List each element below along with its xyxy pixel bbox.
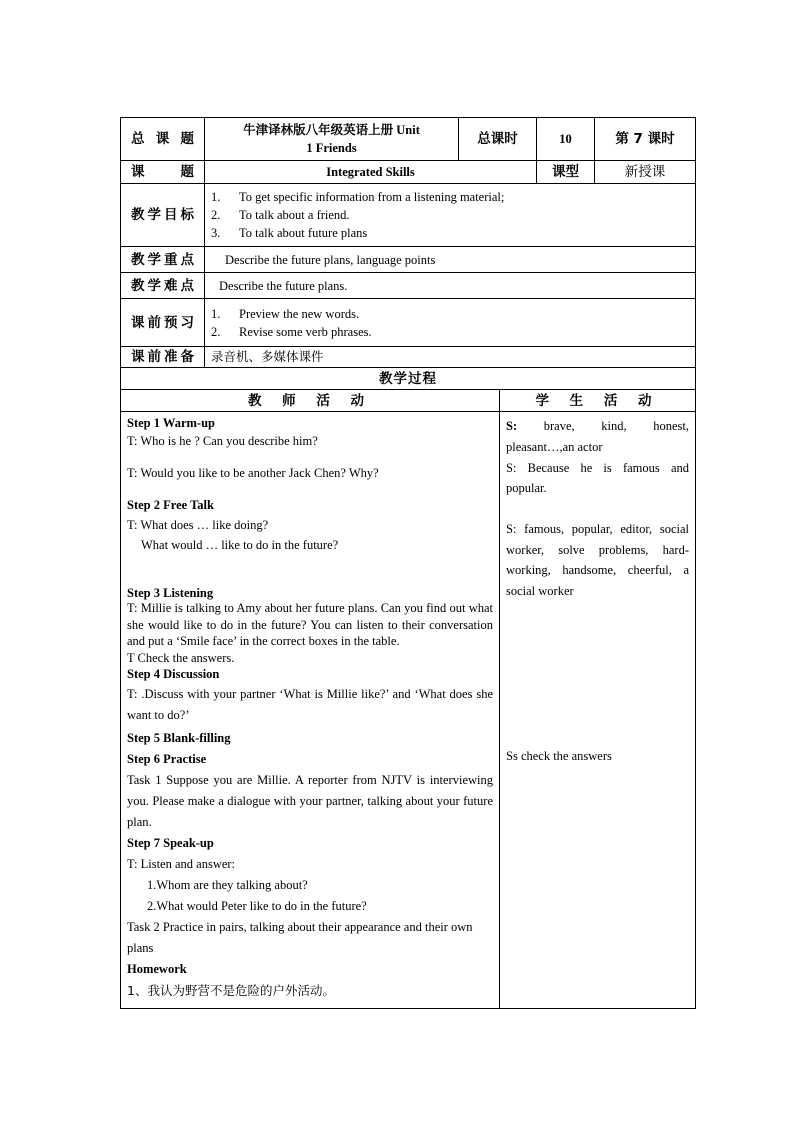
student-answer-3: S: famous, popular, editor, social worker, solve problems, hard-working, handsome, cheerful, a social worker [506,522,689,598]
step-5-title: Step 5 Blank-filling [127,730,231,745]
row-topic [121,161,696,184]
total-topic-line-2: 1 Friends [306,141,357,155]
difficulties-label: 教学难点 [121,273,205,299]
step-2-title: Step 2 Free Talk [127,498,214,512]
step-2-question-2: What would … like to do in the future? [141,538,339,552]
objective-item: 2. To talk about a friend. [211,208,350,222]
total-hours-value: 10 [537,118,595,161]
process-title: 教学过程 [121,368,696,390]
objectives-list [205,184,696,247]
teacher-activities [121,412,500,1009]
key-points-label: 教学重点 [121,247,205,273]
step-4-text: T: .Discuss with your partner ‘What is Millie like?’ and ‘What does she want to do?’ [127,686,493,722]
step-7-title: Step 7 Speak-up [127,835,214,850]
process-table [120,389,696,1009]
topic-value: Integrated Skills [205,161,537,184]
task-2-text: Task 2 Practice in pairs, talking about their appearance and their own plans [127,919,473,955]
homework-title: Homework [127,961,187,976]
objective-item: 1. To get specific information from a listening material; [211,190,505,204]
step-4-title: Step 4 Discussion [127,666,220,681]
teacher-activity-head: 教 师 活 动 [121,390,500,412]
row-key-points [121,247,696,273]
topic-label: 课 题 [121,161,205,184]
lesson-plan-table [120,117,696,390]
step-3-check: T Check the answers. [127,650,235,665]
row-process-title [121,368,696,390]
step-7-question-2: 2.What would Peter like to do in the future? [147,898,367,913]
lesson-plan [120,117,695,1009]
step-6-title: Step 6 Practise [127,751,207,766]
row-difficulties [121,273,696,299]
preview-list [205,299,696,347]
step-6-text: Task 1 Suppose you are Millie. A reporter from NJTV is interviewing you. Please make a dialogue with your partner, talking about your future plan. [127,772,493,829]
row-preview [121,299,696,347]
total-topic-label: 总 课 题 [121,118,205,161]
prep-label: 课前准备 [121,347,205,368]
total-topic-line-1: 牛津译林版八年级英语上册 Unit [243,123,420,137]
type-label: 课型 [537,161,595,184]
student-activity-head: 学 生 活 动 [500,390,696,412]
key-points-value: Describe the future plans, language points [205,247,696,273]
objectives-label: 教学目标 [121,184,205,247]
row-total-topic [121,118,696,161]
step-1-question-1: T: Who is he ? Can you describe him? [127,434,318,448]
step-7-text: T: Listen and answer: [127,856,236,871]
step-3-title: Step 3 Listening [127,586,214,600]
row-process-heads [121,390,696,412]
row-process-body [121,412,696,1009]
lesson-number: 第 7 课时 [595,118,696,161]
step-1-title: Step 1 Warm-up [127,416,215,430]
preview-item: 2. Revise some verb phrases. [211,324,372,339]
step-7-question-1: 1.Whom are they talking about? [147,877,308,892]
prep-value: 录音机、多媒体课件 [205,347,696,368]
total-hours-label: 总课时 [459,118,537,161]
difficulties-value: Describe the future plans. [205,273,696,299]
student-answer-1: S: brave, kind, honest, pleasant…,an actor [506,419,689,454]
homework-item-1: 1、我认为野营不是危险的户外活动。 [127,982,335,998]
student-answer-2: S: Because he is famous and popular. [506,461,689,495]
student-activities [500,412,696,1009]
row-prep [121,347,696,368]
objective-item: 3. To talk about future plans [211,226,368,240]
step-1-question-2: T: Would you like to be another Jack Chen? Why? [127,466,379,480]
preview-label: 课前预习 [121,299,205,347]
step-3-text: T: Millie is talking to Amy about her future plans. Can you find out what she would like to do in the future? You can listen to their conversation and put a ‘Smile face’ in the correct boxes in the table. [127,601,493,648]
step-2-question-1: T: What does … like doing? [127,518,269,532]
type-value: 新授课 [595,161,696,184]
preview-item: 1. Preview the new words. [211,306,360,321]
total-topic-value [205,118,459,161]
row-objectives [121,184,696,247]
student-answer-4: Ss check the answers [506,749,612,763]
